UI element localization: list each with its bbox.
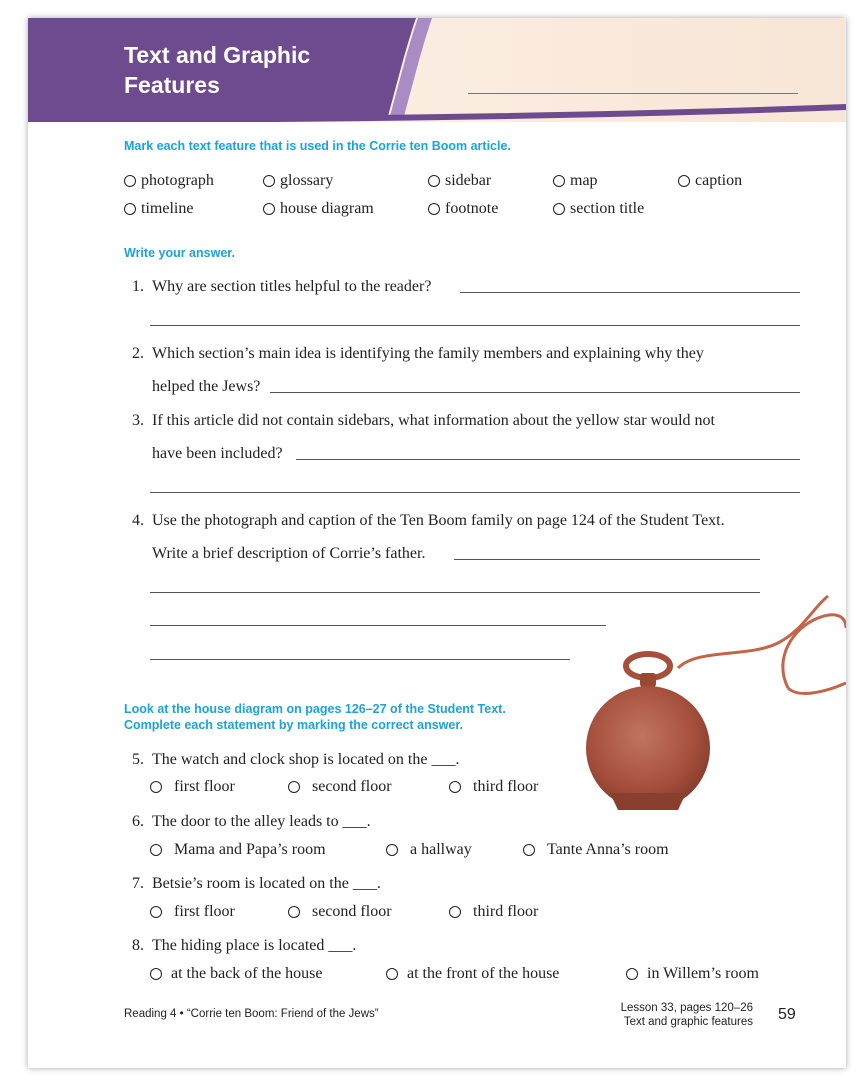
radio-circle-icon[interactable] bbox=[553, 203, 565, 215]
radio-circle-icon[interactable] bbox=[150, 906, 162, 918]
radio-circle-icon[interactable] bbox=[449, 906, 461, 918]
q5-option-2[interactable]: second floor bbox=[288, 777, 392, 797]
answer-line[interactable] bbox=[296, 459, 800, 460]
question-3-line-2: have been included? bbox=[152, 445, 283, 462]
option-sidebar[interactable]: sidebar bbox=[428, 171, 491, 191]
option-footnote[interactable]: footnote bbox=[428, 199, 498, 219]
header-banner bbox=[28, 18, 846, 122]
footer-lesson-line-2: Text and graphic features bbox=[623, 1016, 753, 1028]
radio-circle-icon[interactable] bbox=[678, 175, 690, 187]
answer-line[interactable] bbox=[150, 625, 606, 626]
radio-circle-icon[interactable] bbox=[288, 781, 300, 793]
title-line-2: Features bbox=[124, 72, 220, 98]
radio-circle-icon[interactable] bbox=[124, 175, 136, 187]
radio-circle-icon[interactable] bbox=[124, 203, 136, 215]
q8-option-3[interactable]: in Willem’s room bbox=[626, 964, 759, 984]
answer-line[interactable] bbox=[454, 559, 760, 560]
question-2: 2. Which section’s main idea is identifying the family members and explaining why they bbox=[132, 345, 704, 362]
q8-option-2[interactable]: at the front of the house bbox=[386, 964, 559, 984]
option-section-title[interactable]: section title bbox=[553, 199, 644, 219]
radio-circle-icon[interactable] bbox=[386, 968, 398, 980]
footer-lesson bbox=[588, 1001, 753, 1029]
footer-source: Reading 4 • “Corrie ten Boom: Friend of the Jews” bbox=[124, 1008, 379, 1020]
radio-circle-icon[interactable] bbox=[150, 781, 162, 793]
q7-option-3[interactable]: third floor bbox=[449, 902, 538, 922]
q8-option-1[interactable]: at the back of the house bbox=[150, 964, 323, 984]
worksheet-page bbox=[28, 18, 846, 1068]
question-3: 3. If this article did not contain sidebars, what information about the yellow star would not bbox=[132, 412, 715, 429]
section3-instruction bbox=[124, 701, 506, 733]
option-house-diagram[interactable]: house diagram bbox=[263, 199, 374, 219]
answer-line[interactable] bbox=[270, 392, 800, 393]
q7-option-2[interactable]: second floor bbox=[288, 902, 392, 922]
q7-option-1[interactable]: first floor bbox=[150, 902, 235, 922]
pocket-watch-icon bbox=[548, 588, 846, 858]
question-4: 4. Use the photograph and caption of the Ten Boom family on page 124 of the Student Text. bbox=[132, 512, 725, 529]
title-line-1: Text and Graphic bbox=[124, 42, 311, 68]
section3-instruction-line-2: Complete each statement by marking the correct answer. bbox=[124, 718, 464, 732]
answer-line[interactable] bbox=[460, 292, 800, 293]
radio-circle-icon[interactable] bbox=[428, 203, 440, 215]
page-title bbox=[124, 40, 310, 100]
page-number: 59 bbox=[778, 1006, 796, 1023]
question-7: 7. Betsie’s room is located on the ___. bbox=[132, 875, 381, 892]
question-5: 5. The watch and clock shop is located on the ___. bbox=[132, 751, 460, 768]
radio-circle-icon[interactable] bbox=[626, 968, 638, 980]
radio-circle-icon[interactable] bbox=[449, 781, 461, 793]
radio-circle-icon[interactable] bbox=[150, 968, 162, 980]
option-map[interactable]: map bbox=[553, 171, 598, 191]
radio-circle-icon[interactable] bbox=[150, 844, 162, 856]
radio-circle-icon[interactable] bbox=[386, 844, 398, 856]
option-photograph[interactable]: photograph bbox=[124, 171, 214, 191]
question-2-line-2: helped the Jews? bbox=[152, 378, 261, 395]
q6-option-2[interactable]: a hallway bbox=[386, 840, 472, 860]
radio-circle-icon[interactable] bbox=[263, 203, 275, 215]
question-4-line-2: Write a brief description of Corrie’s father. bbox=[152, 545, 426, 562]
q5-option-3[interactable]: third floor bbox=[449, 777, 538, 797]
q6-option-3[interactable]: Tante Anna’s room bbox=[523, 840, 669, 860]
name-field-line[interactable] bbox=[468, 93, 798, 94]
answer-line[interactable] bbox=[150, 325, 800, 326]
option-glossary[interactable]: glossary bbox=[263, 171, 333, 191]
option-caption[interactable]: caption bbox=[678, 171, 742, 191]
section2-instruction: Write your answer. bbox=[124, 246, 235, 260]
radio-circle-icon[interactable] bbox=[553, 175, 565, 187]
radio-circle-icon[interactable] bbox=[263, 175, 275, 187]
section3-instruction-line-1: Look at the house diagram on pages 126–27 of the Student Text. bbox=[124, 702, 506, 716]
radio-circle-icon[interactable] bbox=[428, 175, 440, 187]
footer-lesson-line-1: Lesson 33, pages 120–26 bbox=[620, 1002, 753, 1014]
radio-circle-icon[interactable] bbox=[523, 844, 535, 856]
section1-instruction: Mark each text feature that is used in the Corrie ten Boom article. bbox=[124, 139, 511, 153]
radio-circle-icon[interactable] bbox=[288, 906, 300, 918]
question-6: 6. The door to the alley leads to ___. bbox=[132, 813, 371, 830]
question-1: 1. Why are section titles helpful to the reader? bbox=[132, 278, 432, 295]
q6-option-1[interactable]: Mama and Papa’s room bbox=[150, 840, 326, 860]
q5-option-1[interactable]: first floor bbox=[150, 777, 235, 797]
answer-line[interactable] bbox=[150, 659, 570, 660]
answer-line[interactable] bbox=[150, 492, 800, 493]
option-timeline[interactable]: timeline bbox=[124, 199, 193, 219]
question-8: 8. The hiding place is located ___. bbox=[132, 937, 357, 954]
